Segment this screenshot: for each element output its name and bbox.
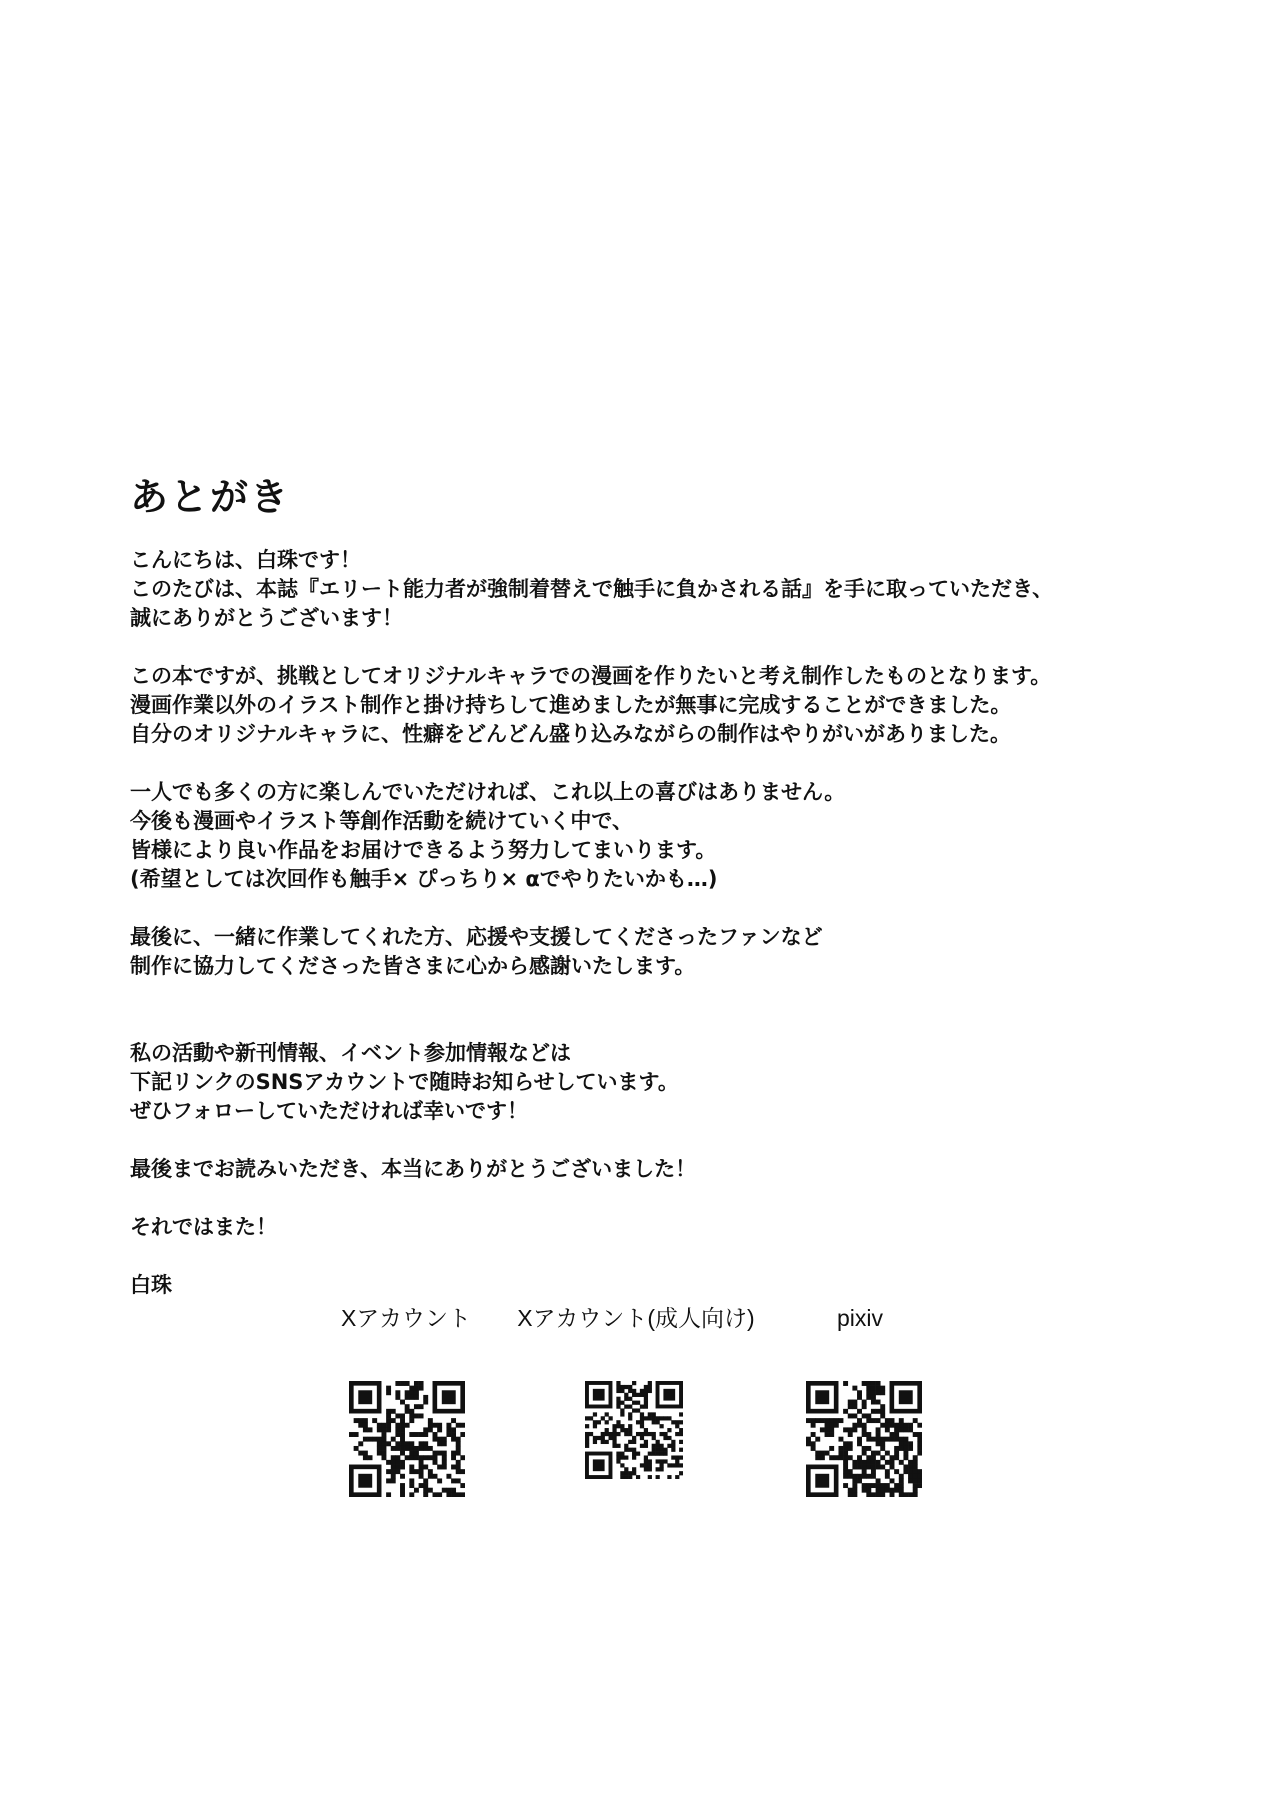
about-book-paragraph (130, 662, 1170, 749)
sns-link-label: Xアカウント (340, 1305, 472, 1331)
sns-link-x-adult[interactable] (506, 1303, 766, 1333)
text-line: 今後も漫画やイラスト等創作活動を続けていく中で、 (130, 809, 633, 833)
qr-code-icon[interactable] (349, 1381, 465, 1497)
text-line: (希望としては次回作も触手× ぴっちり× αでやりたいかも…) (130, 867, 718, 891)
qr-code-icon[interactable] (585, 1381, 683, 1479)
text-line: 制作に協力してくださった皆さまに心から感謝いたします。 (130, 954, 696, 978)
thanks-paragraph (130, 923, 1170, 981)
text-line: ぜひフォローしていただければ幸いです！ (130, 1099, 528, 1123)
sns-link-label: Xアカウント(成人向け) (517, 1305, 755, 1331)
text-line: 一人でも多くの方に楽しんでいただければ、これ以上の喜びはありません。 (130, 780, 846, 804)
text-line: 私の活動や新刊情報、イベント参加情報などは (130, 1041, 571, 1065)
text-line: 最後に、一緒に作業してくれた方、応援や支援してくださったファンなど (130, 925, 823, 949)
text-line: この本ですが、挑戦としてオリジナルキャラでの漫画を作りたいと考え制作したものとなります。 (130, 664, 1052, 688)
closing-paragraph (130, 1155, 1170, 1184)
text-line: 自分のオリジナルキャラに、性癖をどんどん盛り込みながらの制作はやりがいがありました。 (130, 722, 1011, 746)
text-line: 漫画作業以外のイラスト制作と掛け持ちして進めましたが無事に完成することができました。 (130, 693, 1012, 717)
sns-info-paragraph (130, 1039, 1170, 1126)
greeting-paragraph (130, 546, 1170, 633)
text-line: 最後までお読みいただき、本当にありがとうございました！ (130, 1157, 697, 1181)
text-line: 誠にありがとうございます！ (130, 606, 403, 630)
sns-link-label: pixiv (836, 1305, 883, 1331)
page-title: あとがき (130, 475, 291, 519)
sns-links-section (0, 1303, 1280, 1503)
farewell-paragraph (130, 1213, 1170, 1242)
text-line: それではまた！ (130, 1215, 277, 1239)
hopes-paragraph (130, 778, 1170, 894)
text-line: 下記リンクのSNSアカウントで随時お知らせしています。 (130, 1070, 679, 1094)
sns-link-pixiv[interactable] (810, 1303, 910, 1333)
author-signature: 白珠 (130, 1273, 172, 1297)
sns-link-x[interactable] (336, 1303, 476, 1333)
text-line: 皆様により良い作品をお届けできるよう努力してまいります。 (130, 838, 717, 862)
text-line: このたびは、本誌『エリート能力者が強制着替えで触手に負かされる話』を手に取っていただき、 (130, 577, 1054, 601)
text-line: こんにちは、白珠です！ (130, 548, 361, 572)
qr-code-icon[interactable] (806, 1381, 922, 1497)
afterword-content (130, 472, 1170, 1300)
